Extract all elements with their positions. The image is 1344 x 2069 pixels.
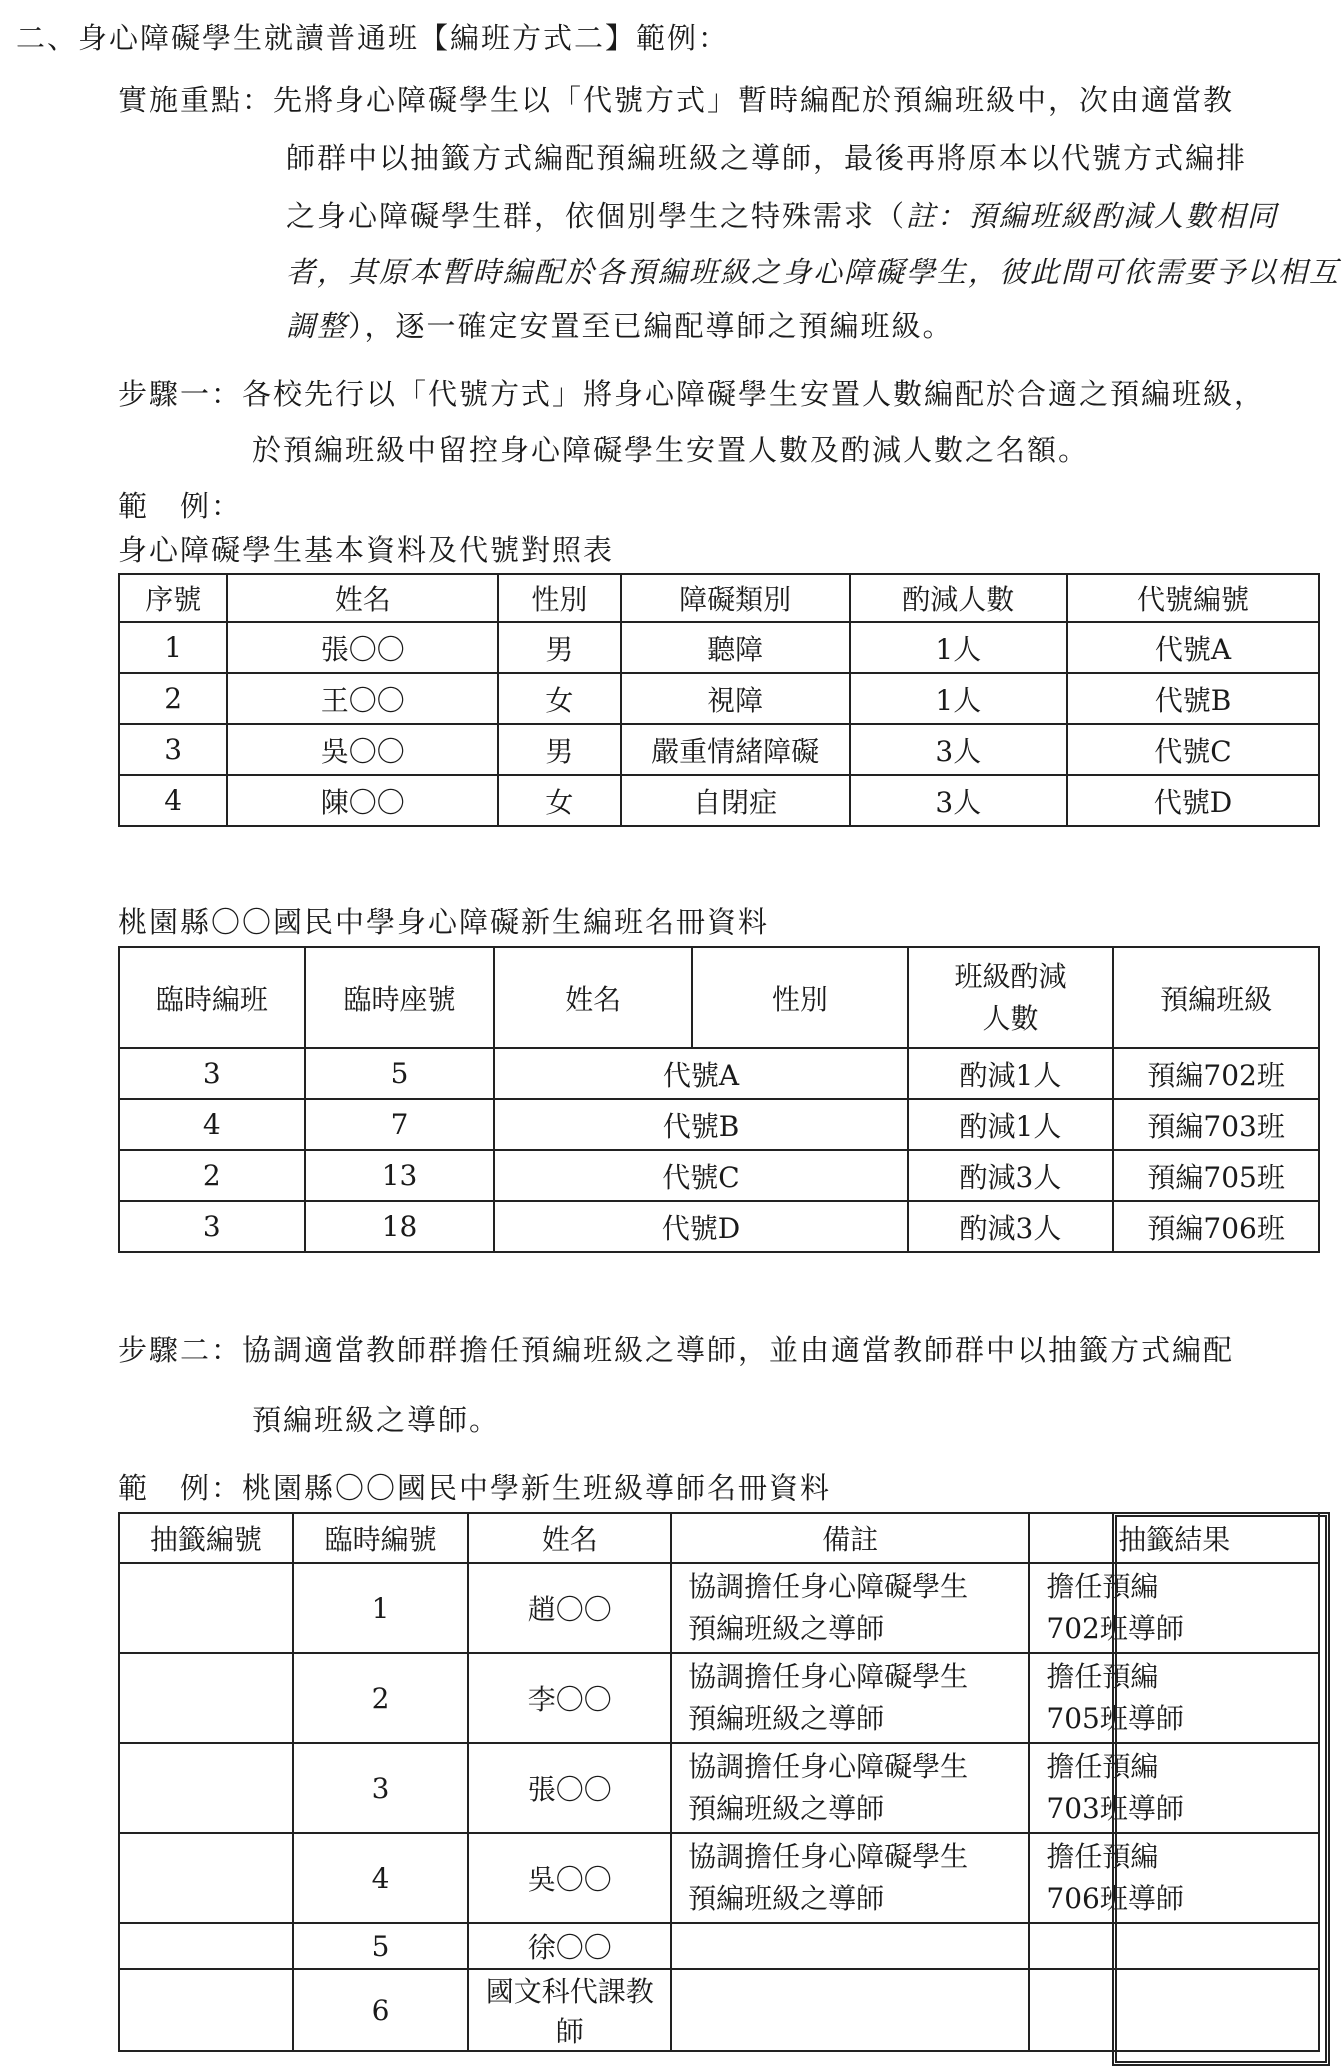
table-header-row — [119, 1513, 1319, 1563]
step1-text-1: 各校先行以「代號方式」將身心障礙學生安置人數編配於合適之預編班級， — [242, 377, 1266, 411]
table1-title: 身心障礙學生基本資料及代號對照表 — [118, 533, 615, 567]
cell: 女 — [498, 673, 621, 724]
section-title: 二、身心障礙學生就讀普通班【編班方式二】範例： — [16, 21, 730, 55]
cell: 自閉症 — [621, 775, 850, 826]
col-header: 序號 — [119, 574, 227, 622]
cell: 男 — [498, 622, 621, 673]
cell: 聽障 — [621, 622, 850, 673]
implementation-line-4: 者，其原本暫時編配於各預編班級之身心障礙學生，彼此間可依需要予以相互 — [286, 255, 1341, 289]
cell: 6 — [293, 1969, 469, 2051]
note-line: 預編班級之導師 — [688, 1702, 885, 1735]
result-cell — [1029, 1969, 1319, 2051]
cell: 1 — [119, 622, 227, 673]
step2-label: 步驟二： — [118, 1333, 243, 1367]
cell: 男 — [498, 724, 621, 775]
cell: 2 — [119, 1150, 305, 1201]
cell — [119, 1833, 293, 1923]
cell: 代號C — [494, 1150, 907, 1201]
cell: 1 — [293, 1563, 469, 1653]
header-line: 班級酌減 — [954, 959, 1067, 993]
cell: 3 — [119, 724, 227, 775]
note-line: 協調擔任身心障礙學生 — [688, 1660, 969, 1693]
col-header: 臨時編號 — [293, 1513, 469, 1563]
cell: 7 — [305, 1099, 495, 1150]
cell: 吳〇〇 — [468, 1833, 671, 1923]
note-line: 預編班級之導師 — [688, 1792, 885, 1825]
cell: 預編705班 — [1113, 1150, 1319, 1201]
table-row — [119, 724, 1319, 775]
result-line: 705班導師 — [1046, 1702, 1184, 1735]
implementation-note-3: 調整 — [286, 309, 349, 343]
step1-label: 步驟一： — [118, 377, 243, 411]
col-header: 酌減人數 — [850, 574, 1067, 622]
cell: 代號A — [1067, 622, 1319, 673]
col-header: 備註 — [671, 1513, 1029, 1563]
cell: 酌減1人 — [908, 1099, 1114, 1150]
note-cell — [671, 1923, 1029, 1969]
cell: 酌減1人 — [908, 1048, 1114, 1099]
implementation-line-5 — [286, 306, 954, 346]
cell: 4 — [119, 1099, 305, 1150]
teacher-roster-table — [118, 1512, 1320, 2052]
cell: 李〇〇 — [468, 1653, 671, 1743]
result-line: 706班導師 — [1046, 1882, 1184, 1915]
cell — [119, 1653, 293, 1743]
cell: 酌減3人 — [908, 1201, 1114, 1252]
table2-title: 桃園縣〇〇國民中學身心障礙新生編班名冊資料 — [118, 905, 770, 939]
note-line: 預編班級之導師 — [688, 1882, 885, 1915]
cell: 3人 — [850, 724, 1067, 775]
step2-line-1 — [118, 1330, 1234, 1370]
note-line: 協調擔任身心障礙學生 — [688, 1840, 969, 1873]
note-cell — [671, 1833, 1029, 1923]
table-row — [119, 1969, 1319, 2051]
cell: 預編706班 — [1113, 1201, 1319, 1252]
table-row — [119, 1201, 1319, 1252]
cell — [119, 1563, 293, 1653]
cell: 4 — [119, 775, 227, 826]
result-cell — [1029, 1923, 1319, 1969]
table-row — [119, 673, 1319, 724]
cell: 3 — [119, 1201, 305, 1252]
cell: 1人 — [850, 622, 1067, 673]
class-roster-table — [118, 946, 1320, 1253]
table-row — [119, 1833, 1319, 1923]
note-cell — [671, 1743, 1029, 1833]
col-header: 抽籤編號 — [119, 1513, 293, 1563]
table-row — [119, 1150, 1319, 1201]
col-header: 臨時座號 — [305, 947, 495, 1048]
table-row — [119, 1653, 1319, 1743]
implementation-line-3 — [286, 196, 1278, 236]
cell: 代號A — [494, 1048, 907, 1099]
cell: 張〇〇 — [227, 622, 498, 673]
table-row — [119, 1099, 1319, 1150]
header-line: 人數 — [982, 1001, 1039, 1035]
cell: 5 — [305, 1048, 495, 1099]
result-cell — [1029, 1653, 1319, 1743]
cell: 4 — [293, 1833, 469, 1923]
table-row — [119, 1743, 1319, 1833]
result-cell — [1029, 1563, 1319, 1653]
implementation-line-2: 師群中以抽籤方式編配預編班級之導師，最後再將原本以代號方式編排 — [286, 141, 1248, 175]
implementation-text-1: 先將身心障礙學生以「代號方式」暫時編配於預編班級中，次由適當教 — [273, 83, 1235, 117]
implementation-text-5: ），逐一確定安置至已編配導師之預編班級。 — [348, 309, 954, 343]
result-line: 703班導師 — [1046, 1792, 1184, 1825]
col-header: 姓名 — [468, 1513, 671, 1563]
cell — [119, 1969, 293, 2051]
cell: 18 — [305, 1201, 495, 1252]
note-line: 協調擔任身心障礙學生 — [688, 1750, 969, 1783]
col-header — [908, 947, 1114, 1048]
cell: 預編702班 — [1113, 1048, 1319, 1099]
cell: 1人 — [850, 673, 1067, 724]
col-header: 臨時編班 — [119, 947, 305, 1048]
result-cell — [1029, 1833, 1319, 1923]
cell — [119, 1743, 293, 1833]
cell: 張〇〇 — [468, 1743, 671, 1833]
table-row — [119, 1923, 1319, 1969]
table-row — [119, 1048, 1319, 1099]
table-row — [119, 622, 1319, 673]
cell: 13 — [305, 1150, 495, 1201]
result-line: 擔任預編 — [1046, 1660, 1159, 1693]
step2-line-2: 預編班級之導師。 — [252, 1403, 501, 1437]
implementation-line-1 — [118, 80, 1234, 120]
col-header: 性別 — [692, 947, 908, 1048]
step2-text-1: 協調適當教師群擔任預編班級之導師，並由適當教師群中以抽籤方式編配 — [242, 1333, 1235, 1367]
result-cell — [1029, 1743, 1319, 1833]
implementation-label: 實施重點： — [118, 83, 274, 117]
table-row — [119, 1563, 1319, 1653]
cell — [119, 1923, 293, 1969]
cell: 預編703班 — [1113, 1099, 1319, 1150]
cell: 3人 — [850, 775, 1067, 826]
implementation-text-3: 之身心障礙學生群，依個別學生之特殊需求（ — [286, 199, 907, 233]
table3-title: 範 例：桃園縣〇〇國民中學新生班級導師名冊資料 — [118, 1471, 832, 1505]
cell: 5 — [293, 1923, 469, 1969]
col-header: 性別 — [498, 574, 621, 622]
table-header-row — [119, 574, 1319, 622]
note-cell — [671, 1969, 1029, 2051]
cell: 嚴重情緒障礙 — [621, 724, 850, 775]
cell: 代號B — [1067, 673, 1319, 724]
note-cell — [671, 1653, 1029, 1743]
col-header: 抽籤結果 — [1029, 1513, 1319, 1563]
cell: 3 — [293, 1743, 469, 1833]
cell: 2 — [119, 673, 227, 724]
cell: 趙〇〇 — [468, 1563, 671, 1653]
student-code-table — [118, 573, 1320, 827]
col-header: 代號編號 — [1067, 574, 1319, 622]
table-row — [119, 775, 1319, 826]
step1-line-2: 於預編班級中留控身心障礙學生安置人數及酌減人數之名額。 — [252, 433, 1090, 467]
col-header: 姓名 — [494, 947, 692, 1048]
note-line: 預編班級之導師 — [688, 1612, 885, 1645]
col-header: 障礙類別 — [621, 574, 850, 622]
result-line: 擔任預編 — [1046, 1750, 1159, 1783]
result-line: 擔任預編 — [1046, 1570, 1159, 1603]
cell: 女 — [498, 775, 621, 826]
cell: 酌減3人 — [908, 1150, 1114, 1201]
table-header-row — [119, 947, 1319, 1048]
result-line: 702班導師 — [1046, 1612, 1184, 1645]
cell: 2 — [293, 1653, 469, 1743]
cell: 3 — [119, 1048, 305, 1099]
cell: 代號D — [494, 1201, 907, 1252]
cell: 國文科代課教師 — [468, 1969, 671, 2051]
example-label: 範 例： — [118, 489, 243, 523]
col-header: 姓名 — [227, 574, 498, 622]
cell: 代號C — [1067, 724, 1319, 775]
cell: 吳〇〇 — [227, 724, 498, 775]
note-line: 協調擔任身心障礙學生 — [688, 1570, 969, 1603]
cell: 陳〇〇 — [227, 775, 498, 826]
cell: 視障 — [621, 673, 850, 724]
cell: 代號D — [1067, 775, 1319, 826]
note-cell — [671, 1563, 1029, 1653]
result-line: 擔任預編 — [1046, 1840, 1159, 1873]
cell: 徐〇〇 — [468, 1923, 671, 1969]
cell: 代號B — [494, 1099, 907, 1150]
implementation-note-1: 註：預編班級酌減人數相同 — [906, 199, 1279, 233]
col-header: 預編班級 — [1113, 947, 1319, 1048]
step1-line-1 — [118, 374, 1265, 414]
cell: 王〇〇 — [227, 673, 498, 724]
